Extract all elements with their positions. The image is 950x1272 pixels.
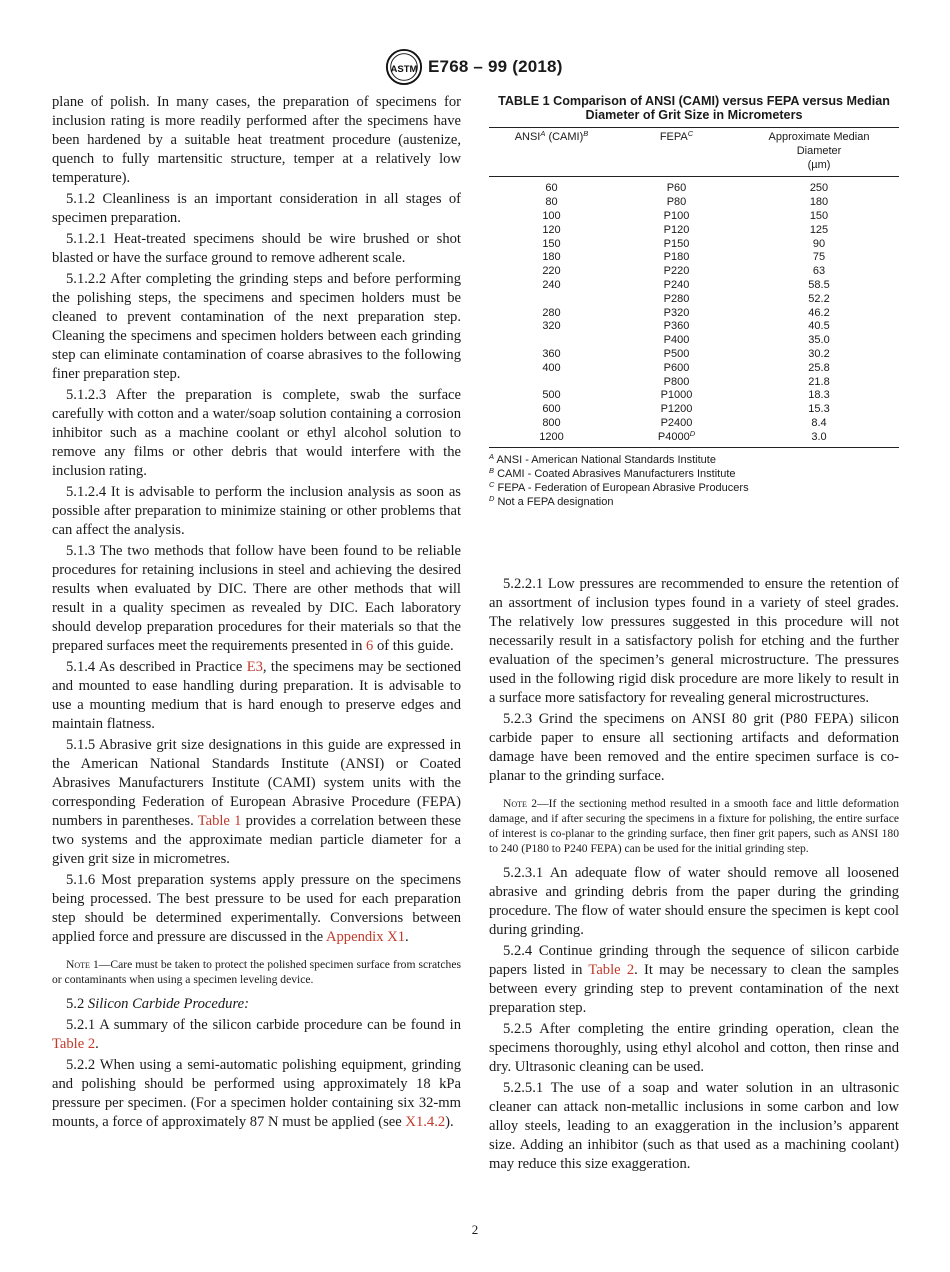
note-1: Note 1—Care must be taken to protect the polished specimen surface from scratches or contaminants when using a specimen leveling device. (52, 958, 462, 986)
paragraph-5-1-3: 5.1.3 The two methods that follow have been found to be reliable procedures for retaining inclusions in steel and achieving the desired results when evaluated by DIC. There are other methods that will result in a quality specimen as revealed by DIC. Each laboratory should develop preparation procedures for their materials so that the prepared surfaces meet the requirements presented in 6 of this guide. (52, 543, 461, 654)
footnote: $^D$ Not a FEPA designation (489, 494, 614, 509)
cell-ansi: 600 (542, 403, 561, 416)
col-diameter-header: Approximate Median Diameter (µm) (739, 128, 899, 177)
cell-fepa: P220 (663, 265, 690, 278)
table-footnotes (489, 453, 899, 510)
cell-ansi (489, 334, 614, 348)
cell-diameter: 18.3 (808, 389, 830, 402)
table-row (489, 238, 899, 252)
cell-diameter: 25.8 (808, 361, 830, 374)
paragraph-5-1-2-3: 5.1.2.3 After the preparation is complete, swab the surface carefully with cotton and a water/soap solution containing a corrosion inhibitor such as a machine coolant or ethyl alcohol solution to remove any films or other debris that would interfere with the inclusion rating. (52, 387, 461, 479)
cell-ansi: 360 (542, 347, 561, 360)
cell-ansi: 400 (542, 361, 561, 374)
table-row (489, 293, 899, 307)
cell-fepa: P150 (663, 237, 690, 250)
cell-diameter: 150 (809, 209, 829, 222)
table-row (489, 431, 899, 447)
cell-diameter: 63 (812, 265, 826, 278)
cell-diameter: 30.2 (808, 347, 830, 360)
paragraph-5-2-4: 5.2.4 Continue grinding through the sequence of silicon carbide papers listed in Table 2. It may be necessary to clean the samples between every grinding step to prevent contamination of the next preparation step. (489, 943, 899, 1016)
astm-logo-icon (385, 48, 423, 86)
paragraph-5-2-5-1: 5.2.5.1 The use of a soap and water solution in an ultrasonic cleaner can attack non-metallic inclusions in some carbon and low alloy steels, leading to an exaggeration in the inclusion’s apparent size. Adding an inhibitor (such as that used as a machining coolant) may reduce this size exaggeration. (489, 1080, 899, 1172)
cell-diameter: 58.5 (808, 278, 830, 291)
cell-ansi: 280 (542, 306, 561, 319)
paragraph-5-1-2-1: 5.1.2.1 Heat-treated specimens should be wire brushed or shot blasted or have the surface ground to remove adherent scale. (52, 231, 461, 266)
cell-ansi (489, 293, 614, 307)
table-row (489, 251, 899, 265)
cell-fepa: P80 (666, 196, 687, 209)
paragraph-5-2-2-1: 5.2.2.1 Low pressures are recommended to ensure the retention of an assortment of inclusion types found in a variety of steel grades. The relatively low pressures suggested in this procedure will not necessarily result in a satisfactory polish for etching and the further evaluation of the specimen’s general microstructure. The pressures used in the following rigid disk procedure are more likely to result in a surface more satisfactory for revealing general microstructures. (489, 576, 899, 706)
appendix-x1-link[interactable]: Appendix X1 (325, 929, 405, 945)
table-row (489, 265, 899, 279)
table-row (489, 389, 899, 403)
cell-diameter: 75 (812, 251, 826, 264)
cell-fepa: P100 (663, 209, 690, 222)
cell-ansi: 60 (545, 182, 558, 195)
cell-fepa: P60 (666, 182, 687, 195)
cell-fepa: P120 (663, 223, 690, 236)
cell-diameter: 52.2 (808, 292, 830, 305)
cell-diameter: 180 (809, 196, 829, 209)
cell-ansi: 800 (542, 416, 561, 429)
cell-diameter: 15.3 (808, 403, 830, 416)
practice-e3-link[interactable]: E3 (246, 659, 263, 675)
cell-fepa: P800 (663, 375, 690, 388)
cell-diameter: 46.2 (808, 306, 830, 319)
cell-fepa: P2400 (660, 416, 693, 429)
cell-ansi: 80 (545, 196, 558, 209)
footnote: $^C$ FEPA - Federation of European Abrasive Producers (489, 479, 749, 494)
table-row (489, 362, 899, 376)
section-6-link[interactable]: 6 (366, 638, 374, 654)
cell-fepa: P400 (663, 334, 690, 347)
paragraph-5-2-2: 5.2.2 When using a semi-automatic polishing equipment, grinding and polishing should be performed using approximately 18 kPa pressure per specimen. (For a specimen holder containing six 32-mm mounts, a force of approximately 87 N must be applied (see X1.4.2). (52, 1057, 461, 1130)
paragraph-5-2-1: 5.2.1 A summary of the silicon carbide procedure can be found in Table 2. (52, 1017, 461, 1052)
table-2-link[interactable]: Table 2 (52, 1036, 96, 1052)
cell-ansi: 100 (542, 209, 561, 222)
cell-fepa: P500 (663, 347, 690, 360)
table-row (489, 320, 899, 334)
paragraph-5-1-5: 5.1.5 Abrasive grit size designations in this guide are expressed in the American National Standards Institute (ANSI) or Coated Abrasives Manufacturers Institute (CAMI) system units with the corresponding Federation of European Abrasive Procedure (FEPA) numbers in parentheses. Table 1 provides a correlation between these two systems and the approximate median particle diameter for a given grit size in micrometres. (52, 737, 462, 867)
table-header-row (489, 128, 899, 177)
cell-ansi: 320 (542, 320, 561, 333)
table-row (489, 403, 899, 417)
cell-diameter: 35.0 (808, 334, 830, 347)
cell-ansi: 150 (542, 237, 561, 250)
table-row (489, 348, 899, 362)
cell-diameter: 8.4 (811, 416, 827, 429)
table-1 (489, 94, 899, 509)
logo-text: ASTM (390, 63, 418, 75)
right-column (489, 575, 899, 1176)
cell-ansi (489, 376, 614, 390)
cell-fepa: P1000 (660, 389, 693, 402)
paragraph-5-1-2: 5.1.2 Cleanliness is an important consideration in all stages of specimen preparation. (52, 191, 461, 226)
cell-diameter: 250 (809, 182, 829, 195)
cell-ansi: 120 (542, 223, 561, 236)
table-row (489, 210, 899, 224)
page-header (0, 48, 950, 88)
col-fepa-header: $FEPA^C$ (614, 128, 739, 177)
footnote: $^A$ ANSI - American National Standards Institute (489, 451, 716, 466)
cell-ansi: 180 (542, 251, 561, 264)
table-row (489, 334, 899, 348)
cell-fepa: P240 (663, 278, 690, 291)
table-row (489, 376, 899, 390)
document-id: E768 – 99 (2018) (428, 57, 563, 76)
cell-diameter: 3.0 (739, 431, 899, 447)
table-row (489, 224, 899, 238)
table-row (489, 279, 899, 293)
page-number: 2 (471, 1222, 479, 1237)
paragraph-5-1-6: 5.1.6 Most preparation systems apply pressure on the specimens being processed. The best pressure to be used for each preparation step should be determined experimentally. Conversions between applied force and pressure are discussed in the Appendix X1. (52, 872, 461, 945)
cell-fepa: P320 (663, 306, 690, 319)
table-title: TABLE 1 Comparison of ANSI (CAMI) versus FEPA versus Median Diameter of Grit Size in Micrometers (498, 94, 890, 122)
cell-fepa: P360 (663, 320, 690, 333)
cell-diameter: 90 (812, 237, 826, 250)
cell-fepa: P280 (663, 292, 690, 305)
paragraph: plane of polish. In many cases, the preparation of specimens for inclusion rating is more readily performed after the specimens have been hardened by a suitable heat treatment procedure (austenize, quench to fully martensitic structure, temper at a relatively low temperature). (52, 94, 461, 186)
cell-fepa: P180 (663, 251, 690, 264)
paragraph-5-1-4: 5.1.4 As described in Practice E3, the specimens may be sectioned and mounted to ease handling during preparation. It is advisable to use a mounting medium that is hard enough to preserve edges and maintain flatness. (52, 659, 461, 732)
cell-fepa: $P4000^D$ (614, 431, 739, 447)
table-1-link[interactable]: Table 1 (197, 813, 242, 829)
footnote: $^B$ CAMI - Coated Abrasives Manufacturers Institute (489, 465, 736, 480)
paragraph-5-1-2-4: 5.1.2.4 It is advisable to perform the inclusion analysis as soon as possible after preparation to minimize staining or other problems that can affect the analysis. (52, 484, 461, 538)
cell-diameter: 125 (809, 223, 829, 236)
table-row (489, 177, 899, 196)
paragraph-5-2-3-1: 5.2.3.1 An adequate flow of water should remove all loosened abrasive and grinding debris from the paper during the grinding procedure. The flow of water should ensure the specimen is kept cool during grinding. (489, 865, 899, 938)
cell-ansi: 500 (542, 389, 561, 402)
table-body (489, 177, 899, 447)
x1-4-2-link[interactable]: X1.4.2 (405, 1114, 446, 1130)
cell-diameter: 21.8 (808, 375, 830, 388)
table-2-link[interactable]: Table 2 (588, 962, 635, 978)
section-5-2-heading: 5.2 Silicon Carbide Procedure: (66, 996, 249, 1012)
cell-fepa: P1200 (660, 403, 693, 416)
left-column (52, 93, 461, 1134)
cell-ansi: 1200 (489, 431, 614, 447)
note-2: Note 2—If the sectioning method resulted in a smooth face and little deformation damage, and if after securing the specimens in a fixture for polishing, the entire surface of interest is co-planar to the grinding surface, then finer grit papers, such as ANSI 180 to 240 (P180 to P240 FEPA) can be used for the initial grinding step. (489, 797, 900, 855)
cell-ansi: 240 (542, 278, 561, 291)
paragraph-5-1-2-2: 5.1.2.2 After completing the grinding steps and before performing the polishing steps, the specimens and specimen holders must be cleaned to prevent contamination of the next preparation step. Cleaning the specimens and specimen holders between each grinding step can eliminate contamination of coarse abrasives to the following finer preparation step. (52, 271, 461, 382)
cell-ansi: 220 (542, 265, 561, 278)
cell-fepa: P600 (663, 361, 690, 374)
col-ansi-header: $ANSI^A$ (CAMI)$^B$ (489, 128, 614, 177)
table-row (489, 196, 899, 210)
paragraph-5-2-3: 5.2.3 Grind the specimens on ANSI 80 grit (P80 FEPA) silicon carbide paper to ensure all sectioning artifacts and deformation damage have been removed and the entire specimen surface is co-planar to the grinding surface. (489, 711, 899, 784)
paragraph-5-2-5: 5.2.5 After completing the entire grinding operation, clean the specimens thoroughly, using ethyl alcohol and cotton, then rinse and dry. Ultrasonic cleaning can be used. (489, 1021, 899, 1075)
table-row (489, 307, 899, 321)
grit-table (489, 127, 899, 448)
cell-diameter: 40.5 (808, 320, 830, 333)
